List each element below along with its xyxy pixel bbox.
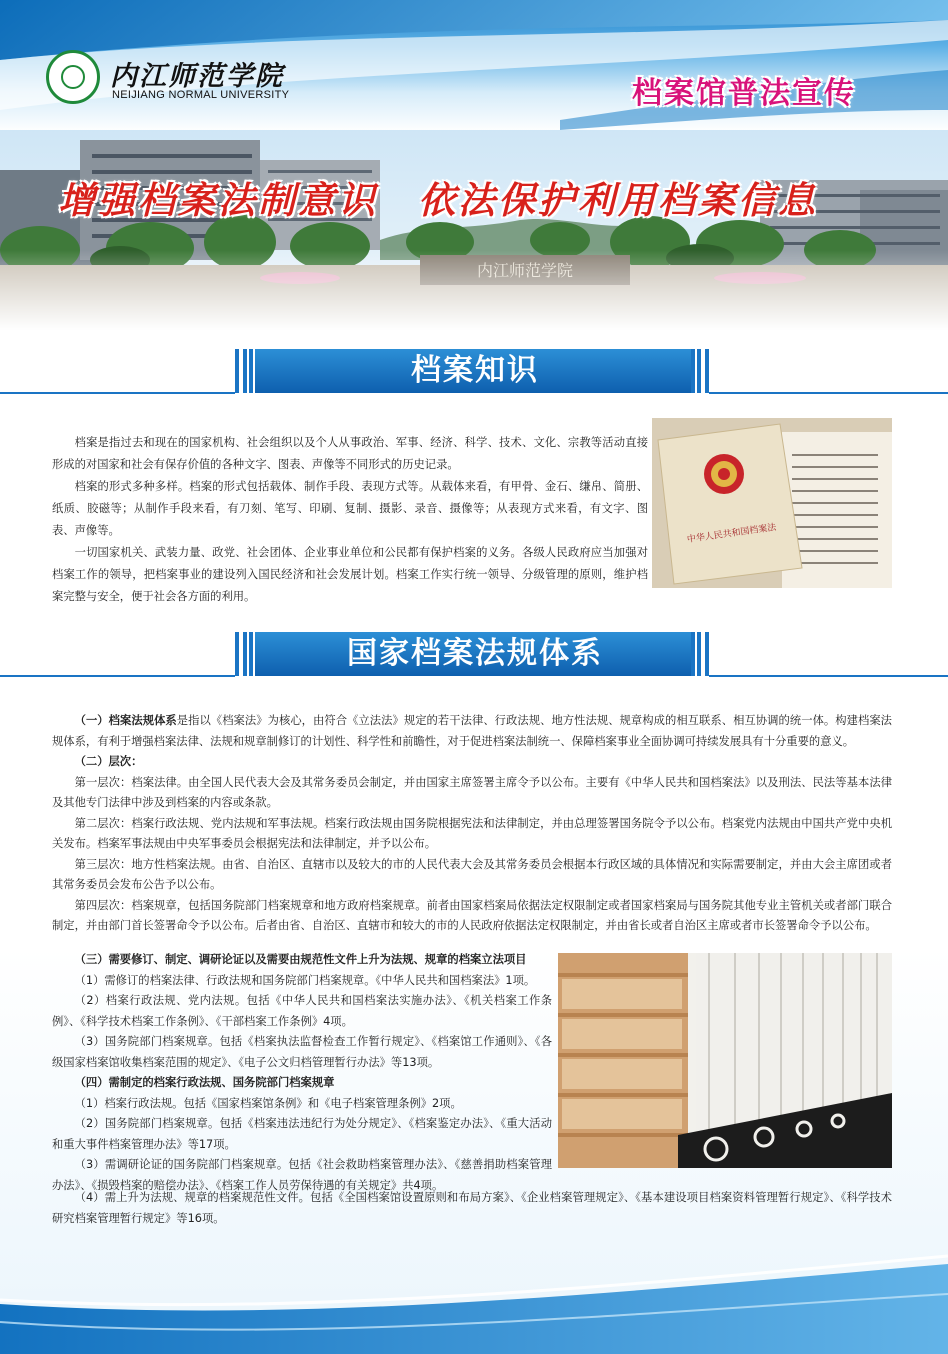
section-banner-archive-knowledge: [235, 349, 709, 393]
paragraph-level: 第二层次：档案行政法规、党内法规和军事法规。档案行政法规由国务院根据宪法和法律制定，并由总理签署国务院令予以公布。档案党内法规由中国共产党中央机关发布。档案军事法规由中央军事委员会根据宪法和法律制定，并予以公布。: [52, 816, 892, 850]
paragraph-item: （3）需调研论证的国务院部门档案规章。包括《社会救助档案管理办法》、《慈善捐助档案管理办法》、《损毁档案的赔偿办法》、《档案工作人员劳保待遇的有关规定》共4项。: [52, 1158, 552, 1192]
banner-stripe: [235, 632, 239, 676]
banner-stripe: [697, 349, 701, 393]
paragraph: 档案是指过去和现在的国家机构、社会组织以及个人从事政治、军事、经济、科学、技术、文化、宗教等活动直接形成的对国家和社会有保存价值的各种文字、图表、声像等不同形式的历史记录。: [52, 436, 648, 471]
lead: （四）需制定的档案行政法规、国务院部门档案规章: [74, 1076, 335, 1089]
paragraph-level: 第四层次：档案规章，包括国务院部门档案规章和地方政府档案规章。前者由国家档案局依据法定权限制定或者国家档案局与国务院其他专业主管机关或者部门联合制定，并由部门首长签署命令予以公布。后者由省、自治区、直辖市和较大的市的人民政府依据法定权限制定，并由省长或者自治区主席或者市长签署命令予以公布。: [52, 898, 892, 932]
paragraph-body: 是指以《档案法》为核心，由符合《立法法》规定的若干法律、行政法规、地方性法规、规章构成的相互联系、相互协调的统一体。构建档案法规体系，有利于增强档案法律、法规和规章制修订的计划性、科学性和前瞻性，对于促进档案法制统一、保障档案事业全面协调可持续发展具有十分重要的意义。: [52, 714, 892, 748]
paragraph-item: （4）需上升为法规、规章的档案规范性文件。包括《全国档案馆设置原则和布局方案》、《企业档案管理规定》、《基本建设项目档案资料管理暂行规定》、《科学技术研究档案管理暂行规定》等16项。: [52, 1191, 892, 1225]
banner-line: [0, 675, 235, 677]
paragraph-system-definition: [52, 711, 892, 752]
book-cover-title: 中华人民共和国档案法: [686, 522, 777, 546]
paragraph-levels-heading: [52, 752, 892, 773]
archive-law-book-photo: [652, 418, 892, 588]
section2-text-wide: [52, 711, 892, 937]
section2-text-narrow: [52, 950, 552, 1196]
banner-stripe: [243, 632, 247, 676]
banner-stripe: [249, 349, 253, 393]
lead: （三）需要修订、制定、调研论证以及需要由规范性文件上升为法规、规章的档案立法项目: [74, 953, 527, 966]
banner-line: [0, 392, 235, 394]
lead: （一）档案法规体系: [74, 714, 177, 727]
banner-stripe: [705, 632, 709, 676]
banner-stripe: [691, 349, 695, 393]
paragraph-projects-heading: [52, 950, 552, 971]
lead: （二）层次：: [74, 755, 143, 768]
header: [0, 0, 948, 330]
paragraph-level: 第一层次：档案法律。由全国人民代表大会及其常务委员会制定，并由国家主席签署主席令予以公布。主要有《中华人民共和国档案法》以及刑法、民法等基本法律及其他专门法律中涉及到档案的内容或条款。: [52, 775, 892, 809]
banner-stripe: [249, 632, 253, 676]
school-name-cn: 内江师范学院: [110, 61, 284, 92]
banner-stripe: [697, 632, 701, 676]
archive-shelves-photo: [558, 953, 892, 1168]
paragraph-level: 第三层次：地方性档案法规。由省、自治区、直辖市以及较大的市的人民代表大会及其常务委员会根据本行政区域的具体情况和实际需要制定，并由大会主席团或者其常务委员会发布公告予以公布。: [52, 857, 892, 891]
section-banner-regulation-system: [235, 632, 709, 676]
banner-stripe: [243, 349, 247, 393]
banner-line: [709, 675, 948, 677]
paragraph-to-formulate-heading: [52, 1073, 552, 1094]
section-title: 国家档案法规体系: [347, 636, 603, 671]
footer-swoosh-graphic: [0, 1204, 948, 1354]
paragraph-item: （2）国务院部门档案规章。包括《档案违法违纪行为处分规定》、《档案鉴定办法》、《重大活动和重大事件档案管理办法》等17项。: [52, 1117, 552, 1151]
section1-text: [52, 432, 648, 608]
campus-photo: [0, 130, 948, 330]
paragraph-item: （2）档案行政法规、党内法规。包括《中华人民共和国档案法实施办法》、《机关档案工作条例》、《科学技术档案工作条例》、《干部档案工作条例》4项。: [52, 994, 552, 1028]
banner-stripe: [235, 349, 239, 393]
paragraph: 档案的形式多种多样。档案的形式包括载体、制作手段、表现方式等。从载体来看，有甲骨、金石、缣帛、简册、纸质、胶磁等；从制作手段来看，有刀刻、笔写、印刷、复制、摄影、录音、摄像等；从表现方式来看，有文字、图表、声像等。: [52, 480, 648, 537]
paragraph-item: （1）需修订的档案法律、行政法规和国务院部门档案规章。《中华人民共和国档案法》1项。: [74, 973, 536, 987]
paragraph-item: （1）档案行政法规。包括《国家档案馆条例》和《电子档案管理条例》2项。: [74, 1096, 462, 1110]
school-name-en: NEIJIANG NORMAL UNIVERSITY: [112, 89, 290, 101]
poster-title: 档案馆普法宣传: [632, 76, 856, 111]
banner-stripe: [691, 632, 695, 676]
slogan: 增强档案法制意识 依法保护利用档案信息: [58, 179, 818, 222]
paragraph-item: （3）国务院部门档案规章。包括《档案执法监督检查工作暂行规定》、《档案馆工作通则》、《各级国家档案馆收集档案范围的规定》、《电子公文归档管理暂行办法》等13项。: [52, 1035, 552, 1069]
banner-line: [709, 392, 948, 394]
school-logo-icon: [46, 50, 100, 104]
paragraph: 一切国家机关、武装力量、政党、社会团体、企业事业单位和公民都有保护档案的义务。各级人民政府应当加强对档案工作的领导，把档案事业的建设列入国民经济和社会发展计划。档案工作实行统一领导、分级管理的原则，维护档案完整与安全，便于社会各方面的利用。: [52, 546, 648, 603]
section-title: 档案知识: [411, 353, 539, 388]
banner-stripe: [705, 349, 709, 393]
